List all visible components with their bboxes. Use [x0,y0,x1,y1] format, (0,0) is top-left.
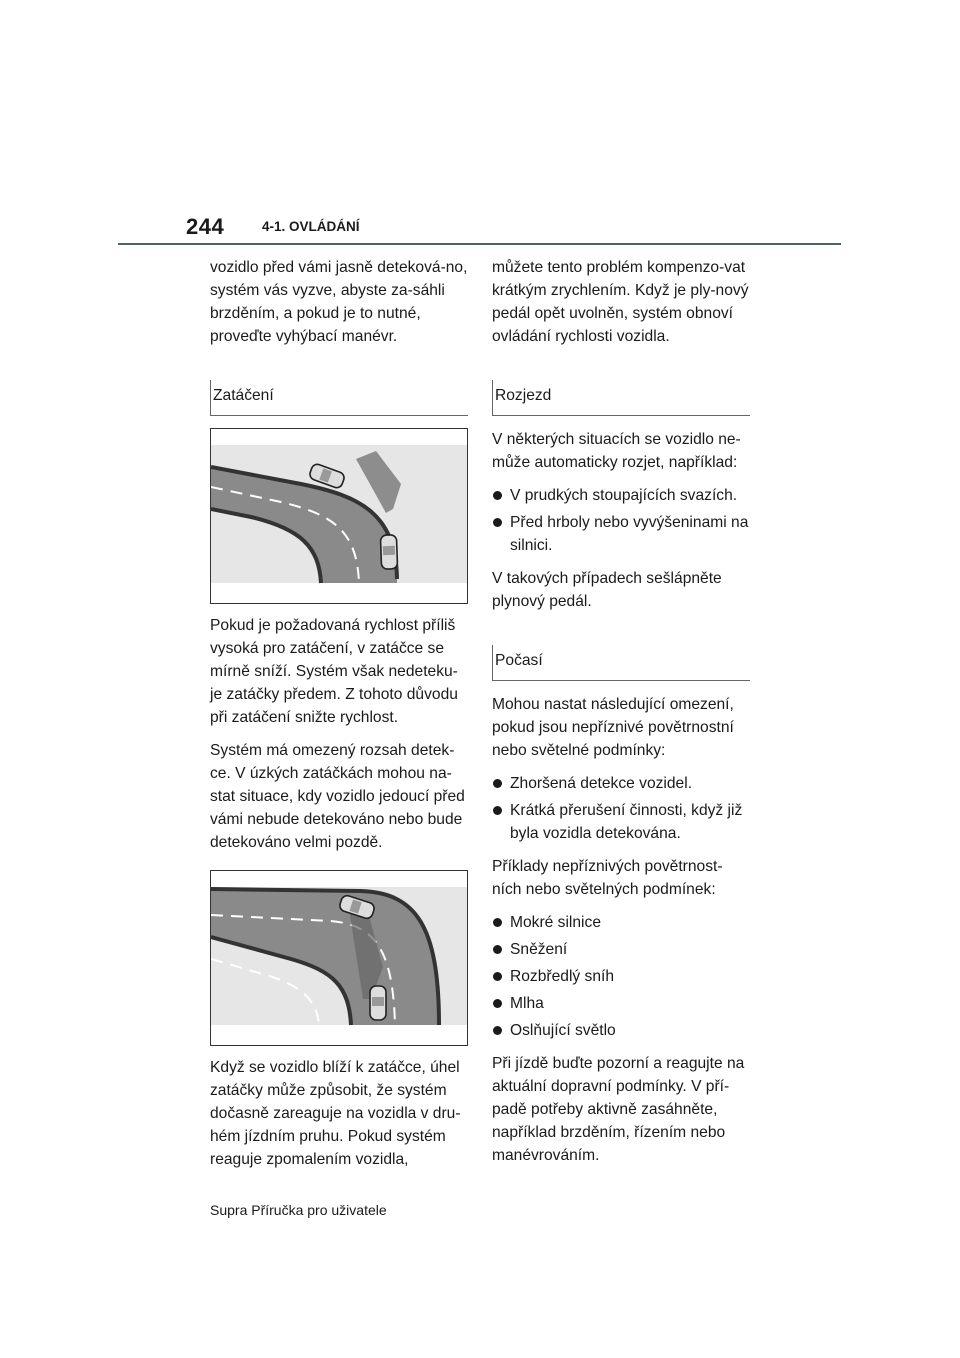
list-item: Oslňující světlo [492,1019,750,1042]
closing-paragraph: Při jízdě buďte pozorní a reagujte na aktuální dopravní podmínky. V pří-padě potřeby aktivně zasáhněte, například brzděním, řízením nebo manévrováním. [492,1055,745,1164]
bullet-icon [493,491,502,500]
curve-illustration-2 [210,870,468,1046]
left-intro-paragraph: vozidlo před vámi jasně deteková-no, systém vás vyzve, abyste za-sáhli brzděním, a pokud je to nutné, proveďte vyhýbací manévr. [210,259,468,345]
list-item: Rozbředlý sníh [492,965,750,988]
bullet-icon [493,918,502,927]
page-number: 244 [186,214,225,239]
curve-illustration-1 [210,428,468,604]
footer-title: Supra Příručka pro uživatele [210,1202,387,1218]
list-item: Před hrboly nebo vyvýšeninami na silnici. [492,511,750,557]
bullet-icon [493,779,502,788]
bullet-icon [493,518,502,527]
list-item: Sněžení [492,938,750,961]
left-paragraph-2: Systém má omezený rozsah detek-ce. V úzkých zatáčkách mohou na-stat situace, kdy vozidlo jedoucí před vámi nebude detekováno nebo bude detekováno velmi pozdě. [210,742,465,851]
list-item: Mlha [492,992,750,1015]
left-paragraph-3: Když se vozidlo blíží k zatáčce, úhel zatáčky může způsobit, že systém dočasně zareaguje na vozidla v dru-hém jízdním pruhu. Pokud systém reaguje zpomalením vozidla, [210,1059,461,1168]
examples-list [492,911,750,1042]
bullet-icon [493,999,502,1008]
list-item: Mokré silnice [492,911,750,934]
bullet-icon [493,806,502,815]
header-divider [118,243,841,245]
list-item: Zhoršená detekce vozidel. [492,772,750,795]
examples-paragraph: Příklady nepříznivých povětrnost-ních nebo světelných podmínek: [492,858,723,898]
bullet-icon [493,1026,502,1035]
left-column [210,256,468,1181]
list-item: Krátká přerušení činnosti, když již byla vozidla detekována. [492,799,750,845]
rozjezd-paragraph: V některých situacích se vozidlo ne-může automaticky rozjet, například: [492,431,741,471]
list-item: V prudkých stoupajících svazích. [492,484,750,507]
right-column [492,256,750,1177]
bullet-icon [493,972,502,981]
rozjezd-list [492,484,750,557]
heading-rozjezd: Rozjezd [492,380,750,416]
bullet-icon [493,945,502,954]
left-paragraph-1: Pokud je požadovaná rychlost příliš vysoká pro zatáčení, v zatáčce se mírně sníží. Systém však nedeteku-je zatáčky předem. Z tohoto důvodu při zatáčení snižte rychlost. [210,617,458,726]
pocasi-list [492,772,750,845]
pocasi-paragraph: Mohou nastat následující omezení, pokud jsou nepříznivé povětrnostní nebo světelné podmínky: [492,696,734,759]
heading-pocasi: Počasí [492,645,750,681]
heading-zataceni: Zatáčení [210,380,468,416]
rozjezd-outro: V takových případech sešlápněte plynový pedál. [492,570,722,610]
right-intro-paragraph: můžete tento problém kompenzo-vat krátkým zrychlením. Když je ply-nový pedál opět uvolněn, systém obnoví ovládání rychlosti vozidla. [492,259,749,345]
section-title: 4-1. OVLÁDÁNÍ [262,219,360,234]
